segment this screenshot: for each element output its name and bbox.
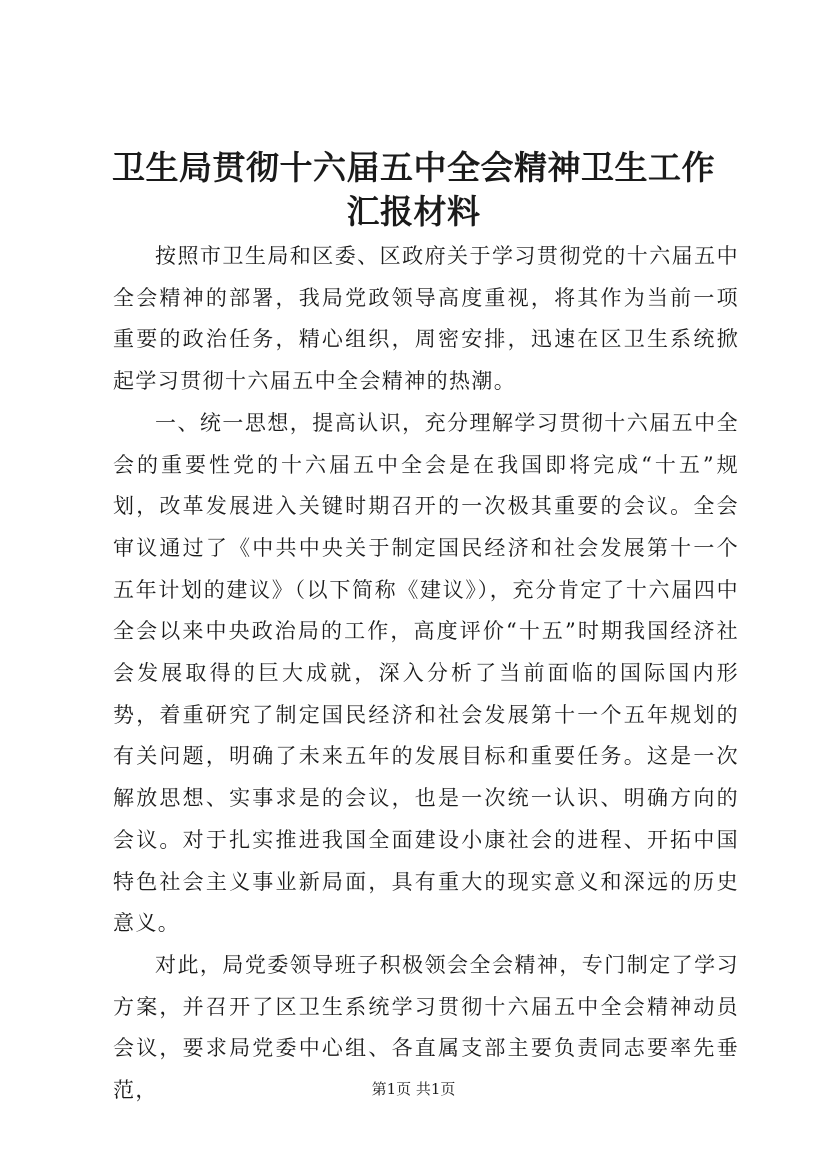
paragraph-response: 对此，局党委领导班子积极领会全会精神，专门制定了学习方案，并召开了区卫生系统学习贯彻十六届五中全会精神动员会议，要求局党委中心组、各直属支部主要负责同志要率先垂范， — [113, 952, 739, 1103]
document-title: 卫生局贯彻十六届五中全会精神卫生工作汇报材料 — [112, 148, 715, 231]
document-body — [113, 236, 739, 1112]
paragraph-section-one: 一、统一思想，提高认识，充分理解学习贯彻十六届五中全会的重要性党的十六届五中全会是在我国即将完成“十五”规划，改革发展进入关键时期召开的一次极其重要的会议。全会审议通过了《中共中央关于制定国民经济和社会发展第十一个五年计划的建议》（以下简称《建议》），充分肯定了十六届四中全会以来中央政治局的工作，高度评价“十五”时期我国经济社会发展取得的巨大成就，深入分析了当前面临的国际国内形势，着重研究了制定国民经济和社会发展第十一个五年规划的有关问题，明确了未来五年的发展目标和重要任务。这是一次解放思想、实事求是的会议，也是一次统一认识、明确方向的会议。对于扎实推进我国全面建设小康社会的进程、开拓中国特色社会主义事业新局面，具有重大的现实意义和深远的历史意义。 — [113, 410, 739, 936]
paragraph-intro: 按照市卫生局和区委、区政府关于学习贯彻党的十六届五中全会精神的部署，我局党政领导高度重视，将其作为当前一项重要的政治任务，精心组织，周密安排，迅速在区卫生系统掀起学习贯彻十六届五中全会精神的热潮。 — [113, 244, 739, 394]
page-number-footer: 第1页 共1页 — [371, 1080, 456, 1098]
